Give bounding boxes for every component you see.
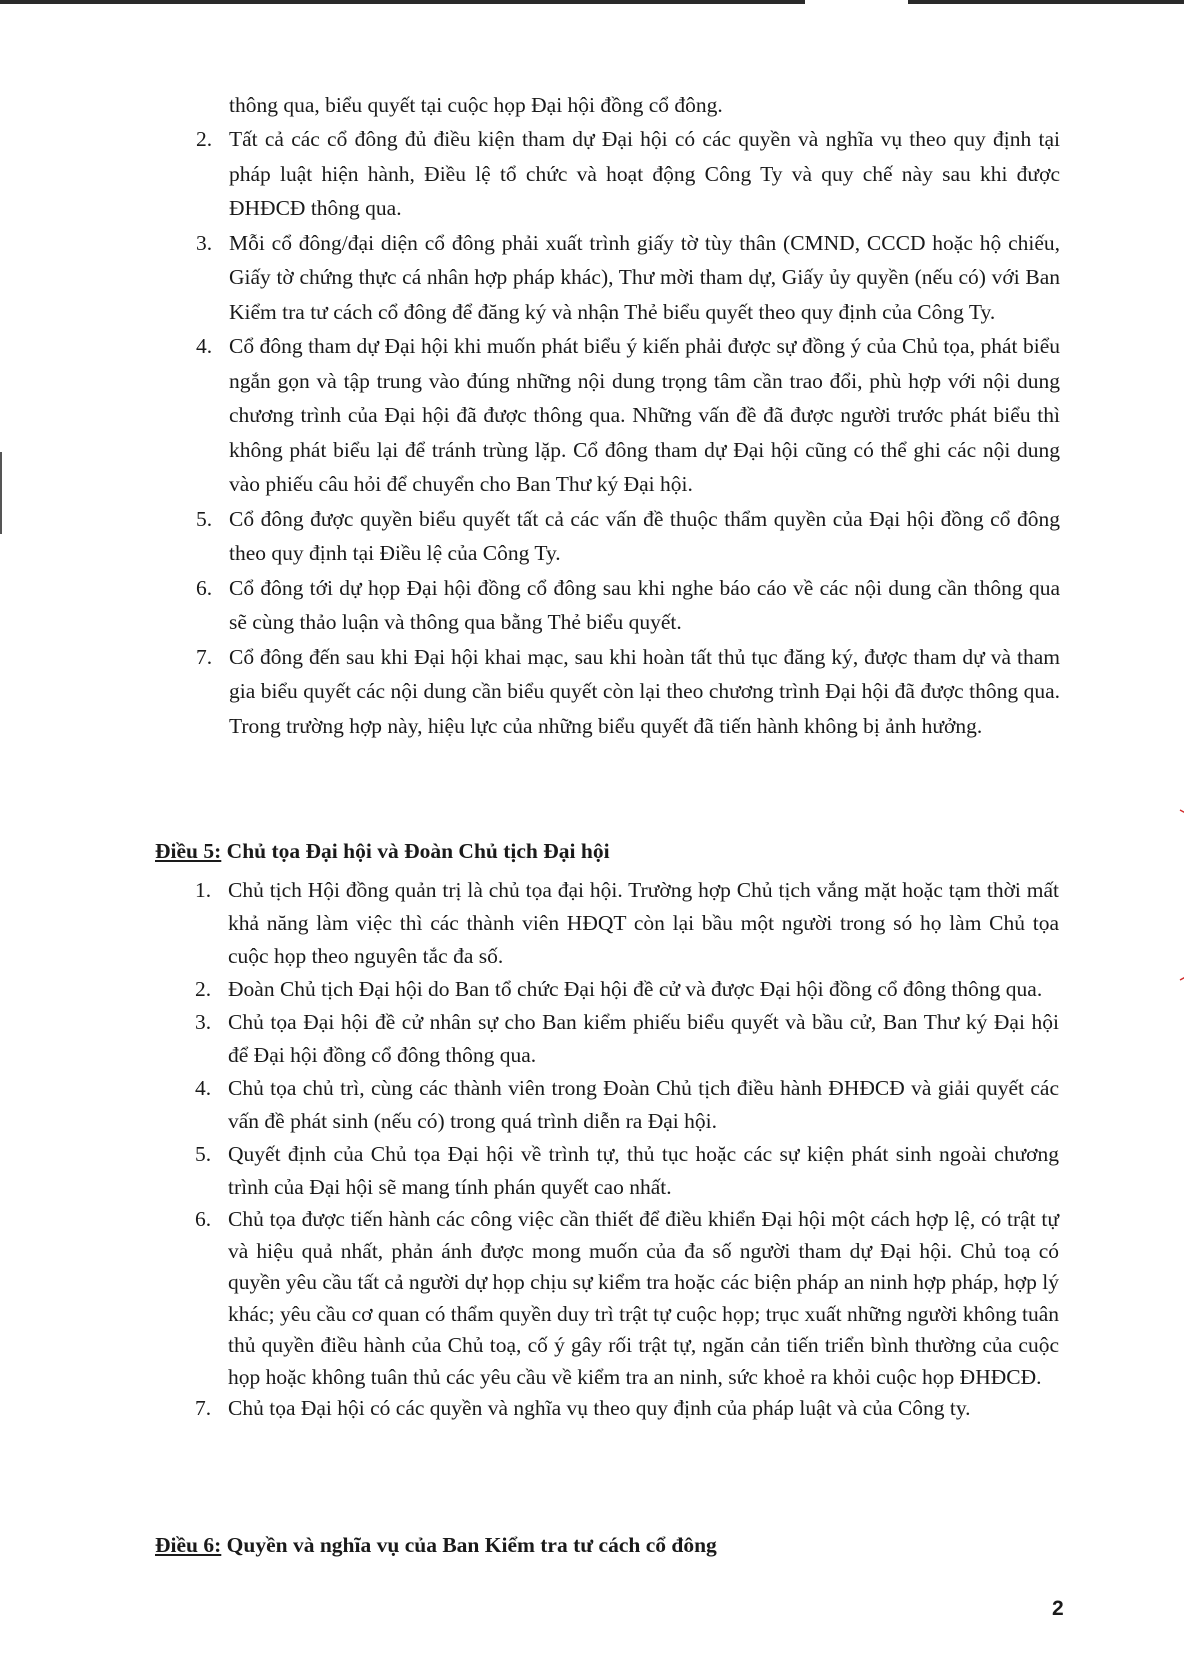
item-number: 6. bbox=[195, 1207, 212, 1231]
article-6-heading bbox=[155, 1533, 717, 1558]
article-5-heading bbox=[155, 839, 610, 864]
item-text: Mỗi cổ đông/đại diện cổ đông phải xuất trình giấy tờ tùy thân (CMND, CCCD hoặc hộ chiếu, Giấy tờ chứng thực cá nhân hợp pháp khác), Thư mời tham dự, Giấy ủy quyền (nếu có) với Ban Kiểm tra tư cách cổ đông để đăng ký và nhận Thẻ biểu quyết theo quy định của Công Ty. bbox=[229, 230, 1060, 324]
item-number: 7. bbox=[195, 1396, 212, 1420]
seal-inner-ring bbox=[1180, 810, 1184, 980]
page-number: 2 bbox=[1052, 1597, 1064, 1620]
list-item bbox=[160, 571, 1060, 640]
item-number: 5. bbox=[196, 506, 213, 531]
article-5-title: Chủ tọa Đại hội và Đoàn Chủ tịch Đại hội bbox=[221, 839, 610, 863]
item-text: Chủ tọa Đại hội có các quyền và nghĩa vụ theo quy định của pháp luật và của Công ty. bbox=[228, 1396, 971, 1420]
article-6-title: Quyền và nghĩa vụ của Ban Kiểm tra tư cách cổ đông bbox=[221, 1533, 717, 1557]
item-text: Chủ tọa Đại hội đề cử nhân sự cho Ban kiểm phiếu biểu quyết và bầu cử, Ban Thư ký Đại hội để Đại hội đồng cổ đông thông qua. bbox=[228, 1010, 1059, 1067]
item-number: 7. bbox=[196, 644, 213, 669]
item-text: Chủ tọa chủ trì, cùng các thành viên trong Đoàn Chủ tịch điều hành ĐHĐCĐ và giải quyết các vấn đề phát sinh (nếu có) trong quá trình diễn ra Đại hội. bbox=[228, 1076, 1059, 1133]
intro-line: thông qua, biểu quyết tại cuộc họp Đại hội đồng cổ đông. bbox=[229, 93, 723, 117]
item-text: Chủ tịch Hội đồng quản trị là chủ tọa đại hội. Trường hợp Chủ tịch vắng mặt hoặc tạm thời mất khả năng làm việc thì các thành viên HĐQT còn lại bầu một người trong só họ làm Chủ tọa cuộc họp theo nguyên tắc đa số. bbox=[228, 878, 1059, 968]
list-item bbox=[160, 640, 1060, 744]
item-number: 2. bbox=[195, 977, 212, 1001]
article-6-label: Điều 6: bbox=[155, 1533, 222, 1557]
list-item bbox=[159, 973, 1059, 1006]
item-number: 4. bbox=[195, 1076, 212, 1100]
list-item bbox=[159, 874, 1059, 973]
item-number: 3. bbox=[196, 230, 213, 255]
item-text: Cổ đông đến sau khi Đại hội khai mạc, sau khi hoàn tất thủ tục đăng ký, được tham dự và tham gia biểu quyết các nội dung cần biểu quyết còn lại theo chương trình Đại hội đã được thông qua. Trong trường hợp này, hiệu lực của những biểu quyết đã tiến hành không bị ảnh hưởng. bbox=[229, 644, 1060, 738]
item-text: Cổ đông tới dự họp Đại hội đồng cổ đông sau khi nghe báo cáo về các nội dung cần thông qua sẽ cùng thảo luận và thông qua bằng Thẻ biểu quyết. bbox=[229, 575, 1060, 634]
chair-duties-list bbox=[159, 874, 1059, 1425]
list-item bbox=[159, 1393, 1059, 1425]
shareholder-rights-list bbox=[160, 122, 1060, 743]
item-text: Tất cả các cổ đông đủ điều kiện tham dự Đại hội có các quyền và nghĩa vụ theo quy định tại pháp luật hiện hành, Điều lệ tổ chức và hoạt động Công Ty và quy chế này sau khi được ĐHĐCĐ thông qua. bbox=[229, 127, 1060, 220]
item-number: 1. bbox=[195, 878, 212, 902]
item-number: 3. bbox=[195, 1010, 212, 1034]
item-number: 5. bbox=[195, 1142, 212, 1166]
item-text: Quyết định của Chủ tọa Đại hội về trình tự, thủ tục hoặc các sự kiện phát sinh ngoài chương trình của Đại hội sẽ mang tính phán quyết cao nhất. bbox=[228, 1142, 1059, 1199]
list-item bbox=[159, 1138, 1059, 1204]
list-item bbox=[160, 502, 1060, 571]
item-text: Đoàn Chủ tịch Đại hội do Ban tổ chức Đại hội đề cử và được Đại hội đồng cổ đông thông qua. bbox=[228, 977, 1043, 1001]
list-item bbox=[160, 122, 1060, 226]
list-item bbox=[160, 226, 1060, 330]
item-text: Chủ tọa được tiến hành các công việc cần thiết để điều khiển Đại hội một cách hợp lệ, có trật tự và hiệu quả nhất, phản ánh được mong muốn của đa số người tham dự Đại hội. Chủ toạ có quyền yêu cầu tất cả người dự họp chịu sự kiểm tra hoặc các biện pháp an ninh hợp pháp, hợp lý khác; yêu cầu cơ quan có thẩm quyền duy trì trật tự cuộc họp; trục xuất những người không tuân thủ quyền điều hành của Chủ toạ, cố ý gây rối trật tự, ngăn cản tiến triển bình thường của cuộc họp hoặc không tuân thủ các yêu cầu về kiểm tra an ninh, sức khoẻ ra khỏi cuộc họp ĐHĐCĐ. bbox=[228, 1207, 1059, 1389]
item-number: 2. bbox=[196, 127, 213, 151]
list-item bbox=[159, 1204, 1059, 1393]
list-item bbox=[159, 1006, 1059, 1072]
item-number: 4. bbox=[196, 334, 213, 358]
list-item bbox=[160, 329, 1060, 502]
company-seal-fragment bbox=[1150, 780, 1184, 1010]
list-item bbox=[159, 1072, 1059, 1138]
item-text: Cổ đông được quyền biểu quyết tất cả các vấn đề thuộc thẩm quyền của Đại hội đồng cổ đông theo quy định tại Điều lệ của Công Ty. bbox=[229, 506, 1060, 565]
article-5-label: Điều 5: bbox=[155, 839, 222, 863]
item-text: Cổ đông tham dự Đại hội khi muốn phát biểu ý kiến phải được sự đồng ý của Chủ tọa, phát biểu ngắn gọn và tập trung vào đúng những nội dung trọng tâm cần trao đổi, phù hợp với nội dung chương trình của Đại hội đã được thông qua. Những vấn đề đã được người trước phát biểu thì không phát biểu lại để tránh trùng lặp. Cổ đông tham dự Đại hội cũng có thể ghi các nội dung vào phiếu câu hỏi để chuyển cho Ban Thư ký Đại hội. bbox=[229, 334, 1060, 496]
item-number: 6. bbox=[196, 575, 213, 600]
